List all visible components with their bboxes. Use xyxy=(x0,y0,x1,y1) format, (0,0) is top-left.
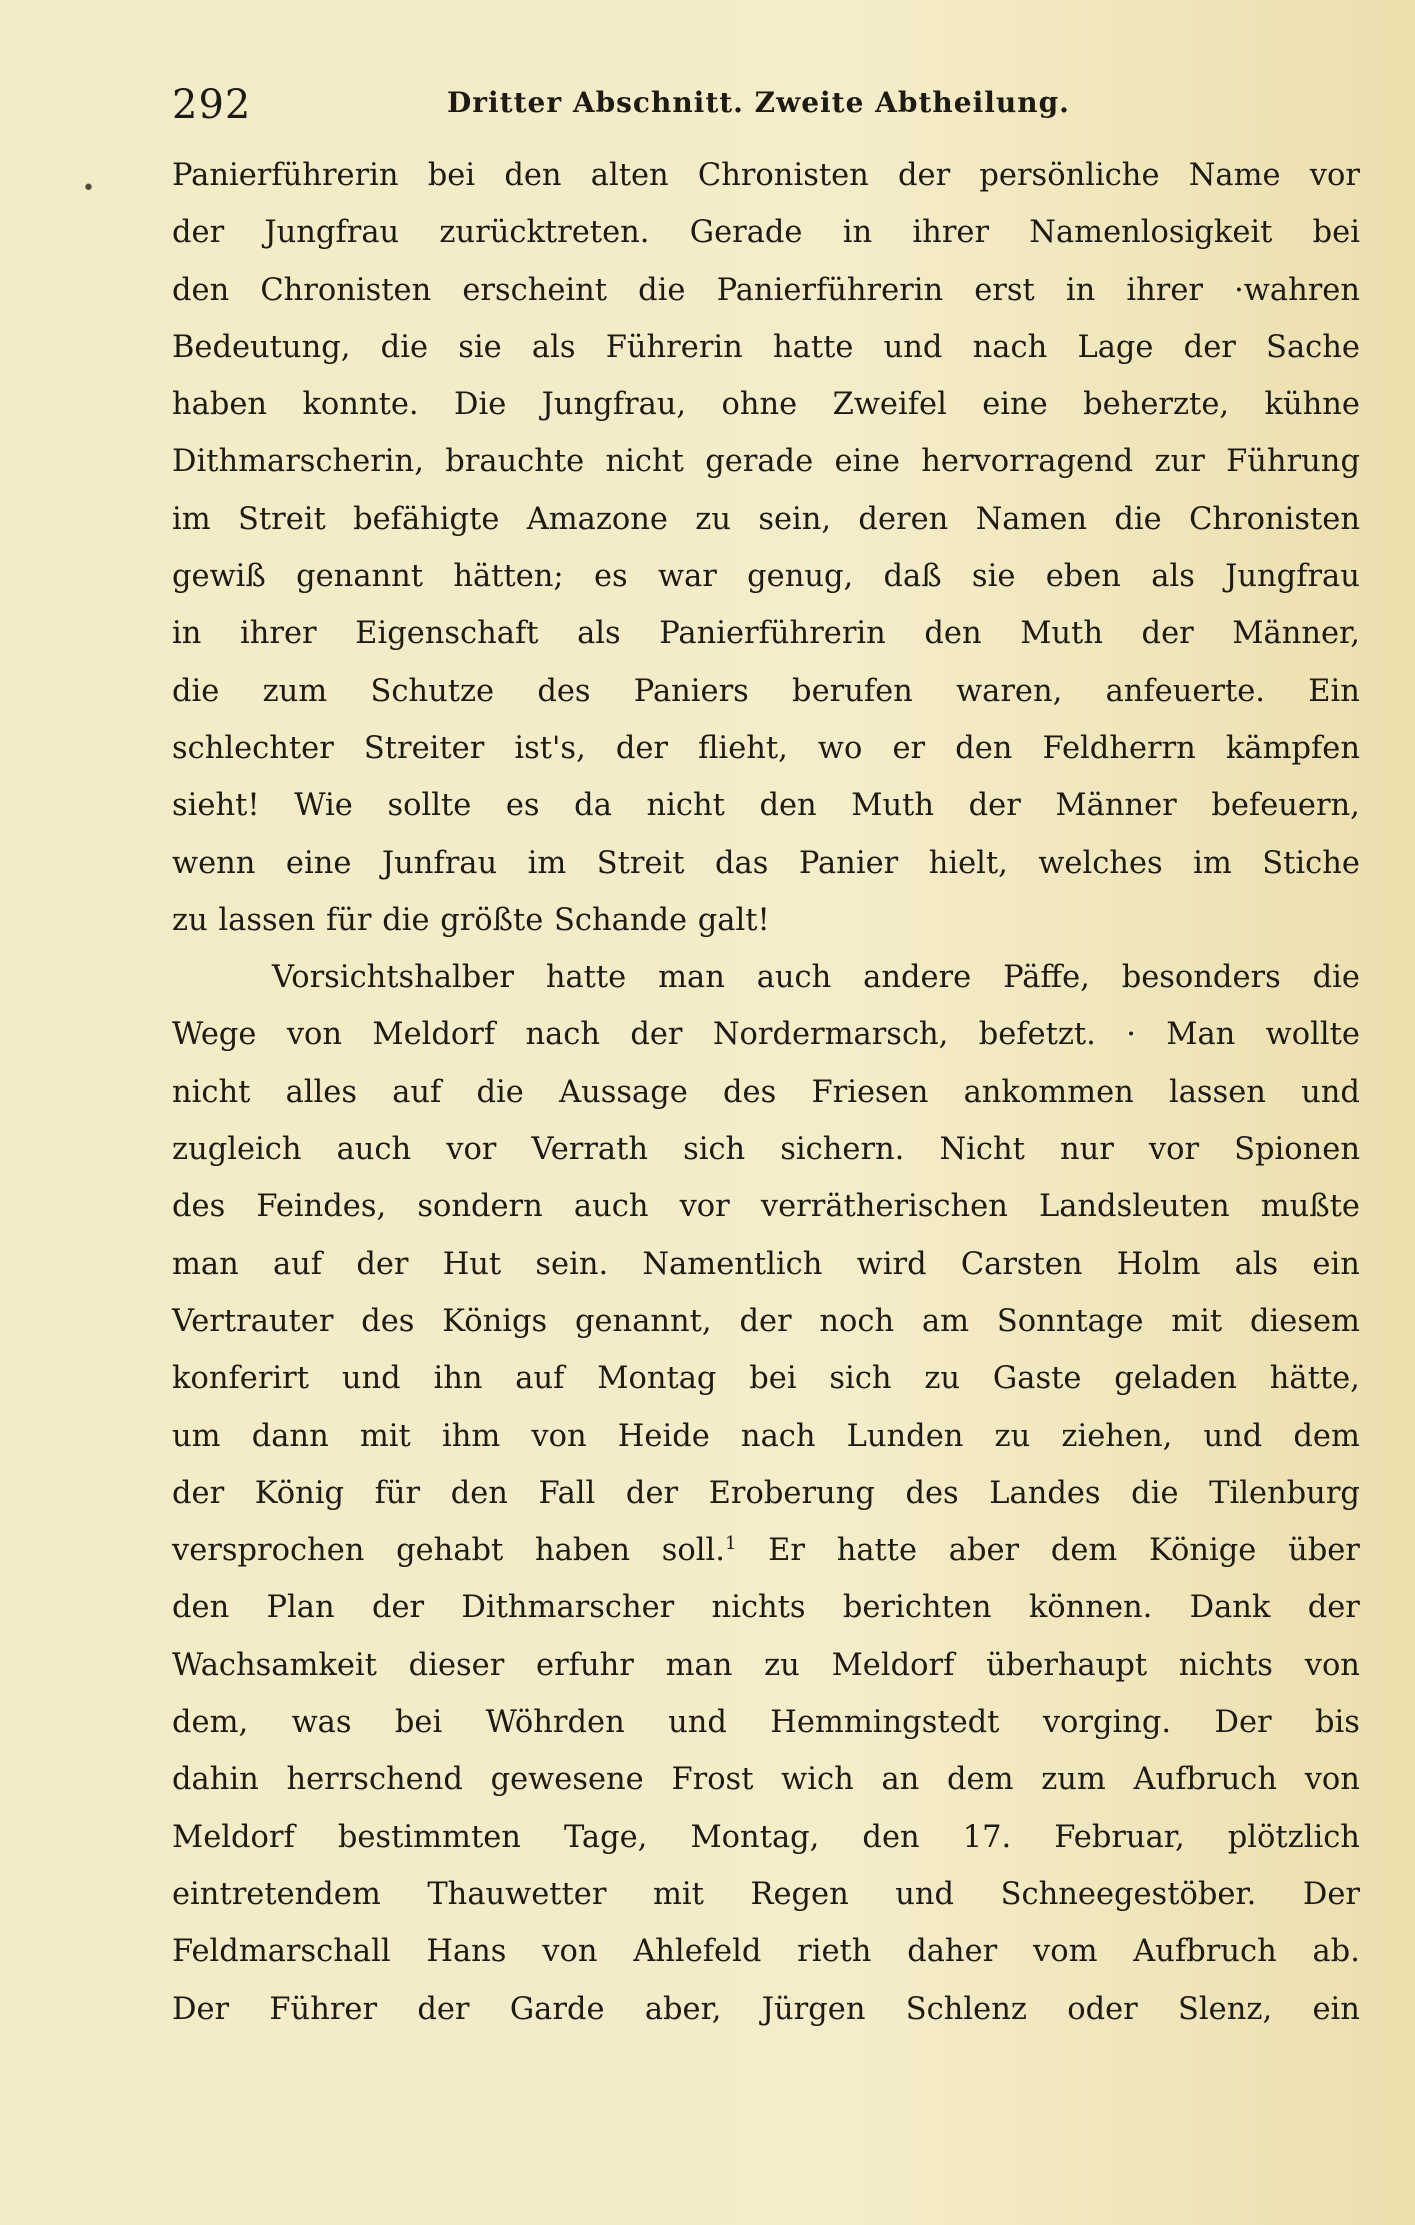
text-line: Wege von Meldorf nach der Nordermarsch, befetzt. · Man wollte xyxy=(172,1017,1360,1053)
running-head: Dritter Abschnitt. Zweite Abtheilung. xyxy=(447,86,1070,119)
text-line: schlechter Streiter ist's, der flieht, wo er den Feldherrn kämpfen xyxy=(172,730,1360,766)
text-line: Wachsamkeit dieser erfuhr man zu Meldorf überhaupt nichts von xyxy=(172,1647,1360,1683)
text-line: der König für den Fall der Eroberung des Landes die Tilenburg xyxy=(172,1475,1360,1511)
text-line: Meldorf bestimmten Tage, Montag, den 17. Februar, plötzlich xyxy=(172,1819,1360,1855)
text-line: zugleich auch vor Verrath sich sichern. Nicht nur vor Spionen xyxy=(172,1132,1360,1168)
text-line: der Jungfrau zurücktreten. Gerade in ihrer Namenlosigkeit bei xyxy=(172,215,1360,251)
text-line: gewiß genannt hätten; es war genug, daß sie eben als Jungfrau xyxy=(172,559,1360,595)
text-line: die zum Schutze des Paniers berufen waren, anfeuerte. Ein xyxy=(172,673,1360,709)
body-text xyxy=(172,147,1360,2038)
text-line: wenn eine Junfrau im Streit das Panier hielt, welches im Stiche xyxy=(172,845,1360,881)
text-line: haben konnte. Die Jungfrau, ohne Zweifel eine beherzte, kühne xyxy=(172,387,1360,423)
text-line: Panierführerin bei den alten Chronisten der persönliche Name vor xyxy=(172,158,1360,193)
text-line: Feldmarschall Hans von Ahlefeld rieth daher vom Aufbruch ab. xyxy=(172,1934,1360,1970)
text-line: dem, was bei Wöhrden und Hemmingstedt vorging. Der bis xyxy=(172,1705,1360,1741)
text-line: um dann mit ihm von Heide nach Lunden zu ziehen, und dem xyxy=(172,1418,1360,1454)
text-line: man auf der Hut sein. Namentlich wird Carsten Holm als ein xyxy=(172,1246,1360,1282)
text-line: konferirt und ihn auf Montag bei sich zu Gaste geladen hätte, xyxy=(172,1361,1360,1397)
page-header xyxy=(172,82,1172,138)
text-line: den Plan der Dithmarscher nichts berichten können. Dank der xyxy=(172,1590,1360,1626)
text-line: sieht! Wie sollte es da nicht den Muth der Männer befeuern, xyxy=(172,788,1360,824)
text-line: Bedeutung, die sie als Führerin hatte und nach Lage der Sache xyxy=(172,329,1360,365)
text-line: Der Führer der Garde aber, Jürgen Schlenz oder Slenz, ein xyxy=(172,1991,1360,2027)
text-line: Vorsichtshalber hatte man auch andere Päffe, besonders die xyxy=(272,960,1360,996)
text-line: im Streit befähigte Amazone zu sein, deren Namen die Chronisten xyxy=(172,501,1360,537)
text-line: den Chronisten erscheint die Panierführerin erst in ihrer ·wahren xyxy=(172,272,1360,308)
text-line: dahin herrschend gewesene Frost wich an dem zum Aufbruch von xyxy=(172,1762,1360,1798)
text-line: zu lassen für die größte Schande galt! xyxy=(172,902,770,938)
margin-dot-mark: • xyxy=(82,176,95,201)
text-line: Vertrauter des Königs genannt, der noch am Sonntage mit diesem xyxy=(172,1303,1360,1339)
text-line: in ihrer Eigenschaft als Panierführerin den Muth der Männer, xyxy=(172,616,1360,652)
text-line: des Feindes, sondern auch vor verrätherischen Landsleuten mußte xyxy=(172,1189,1360,1225)
text-line: nicht alles auf die Aussage des Friesen ankommen lassen und xyxy=(172,1074,1360,1110)
text-line: versprochen gehabt haben soll.$^1$ Er hatte aber dem Könige über xyxy=(172,1532,1360,1569)
text-line: eintretendem Thauwetter mit Regen und Schneegestöber. Der xyxy=(172,1876,1360,1912)
page-number: 292 xyxy=(172,82,252,128)
text-line: Dithmarscherin, brauchte nicht gerade eine hervorragend zur Führung xyxy=(172,444,1360,480)
